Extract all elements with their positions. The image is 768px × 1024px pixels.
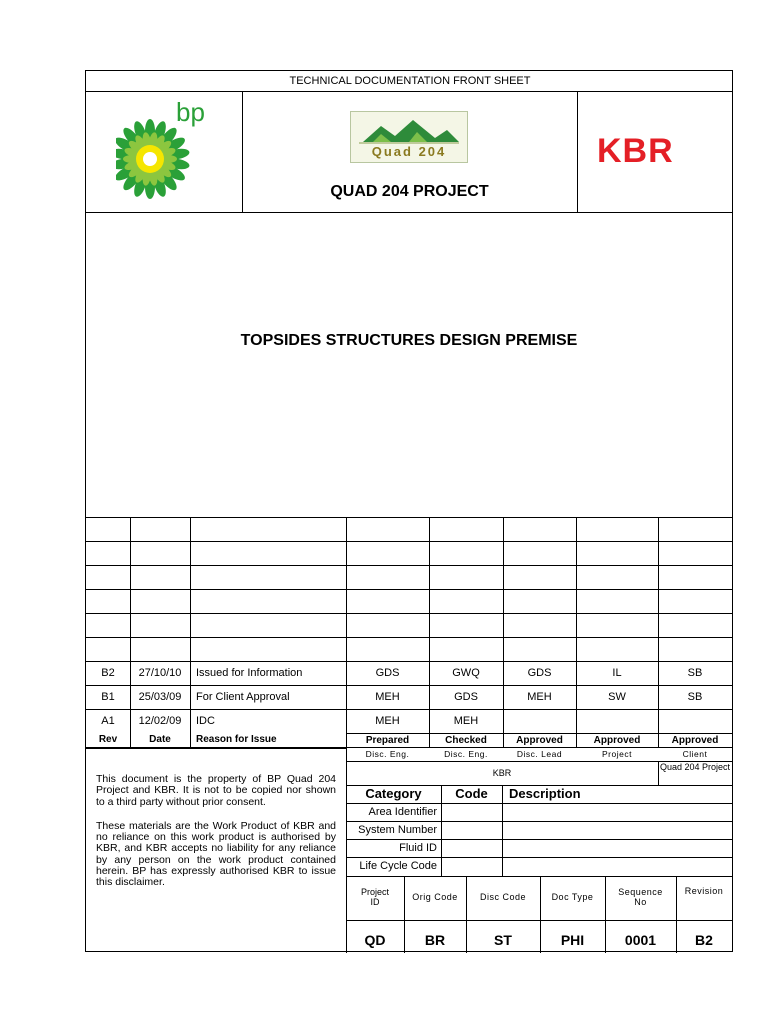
prepared-subheader: Disc. Eng. [365, 749, 410, 759]
checked-subheader: Disc. Eng. [444, 749, 488, 759]
project-id-value: QD [364, 932, 386, 948]
reason-cell: Issued for Information [196, 667, 303, 679]
sequence-no-value: 0001 [624, 932, 657, 948]
category-row-life-cycle-code: Life Cycle Code [359, 860, 437, 872]
bp-logo [116, 97, 216, 207]
disc-code-header: Disc Code [479, 892, 526, 902]
date-cell: 25/03/09 [138, 691, 182, 703]
prepared-header: Prepared [365, 735, 410, 746]
reason-cell: For Client Approval [196, 691, 290, 703]
orig-code-value: BR [424, 932, 446, 948]
rev-cell: A1 [101, 715, 115, 727]
project-title: QUAD 204 PROJECT [330, 183, 489, 200]
kbr-logo: KBR [597, 132, 674, 170]
quad204-logo [350, 111, 468, 163]
category-row-system-number: System Number [358, 824, 437, 836]
sequence-no-header: Sequence No [618, 887, 663, 907]
disclaimer [96, 774, 336, 889]
approved-lead-cell: MEH [527, 691, 552, 703]
prepared-cell: MEH [375, 691, 400, 703]
disclaimer-paragraph-1: This document is the property of BP Quad 204 Project and KBR. It is not to be copied nor shown to a third party without prior consent. [96, 773, 336, 808]
reason-cell: IDC [196, 715, 215, 727]
client-label: Quad 204 Project [659, 762, 731, 772]
approved-project-cell: SW [608, 691, 626, 703]
category-header: Category [365, 786, 422, 801]
checked-header: Checked [445, 735, 487, 746]
project-id-header: Project ID [360, 887, 389, 907]
rev-header: Rev [98, 734, 118, 745]
reason-header: Reason for Issue [196, 734, 277, 745]
revision-value: B2 [695, 932, 713, 948]
checked-cell: GWQ [452, 667, 480, 679]
prepared-cell: MEH [375, 715, 400, 727]
document-title: TOPSIDES STRUCTURES DESIGN PREMISE [240, 332, 578, 349]
description-header: Description [509, 786, 581, 801]
approved-client-cell: SB [687, 691, 703, 703]
approved-lead-cell: GDS [527, 667, 552, 679]
doc-type-value: PHI [560, 932, 585, 948]
checked-cell: GDS [454, 691, 478, 703]
approved-client-cell: SB [687, 667, 703, 679]
project-subheader: Project [602, 749, 632, 759]
bp-logo-text: bp [176, 97, 205, 127]
bp-helios-icon [116, 97, 216, 207]
category-row-fluid-id: Fluid ID [399, 842, 437, 854]
sheet-title: TECHNICAL DOCUMENTATION FRONT SHEET [289, 75, 531, 87]
front-sheet [85, 70, 733, 952]
revision-header: Revision [684, 886, 724, 896]
approved-project-header: Approved [593, 735, 641, 746]
disclaimer-paragraph-2: These materials are the Work Product of KBR and no reliance on this work product is authorised by KBR, and KBR accepts no liability for any reliance by any person on the work product contained herein. BP has expressly authorised KBR to issue this disclaimer. [96, 819, 336, 889]
quad204-logo-text: Quad 204 [371, 144, 447, 159]
date-cell: 12/02/09 [138, 715, 182, 727]
approved-project-cell: IL [612, 667, 622, 679]
doc-type-header: Doc Type [551, 892, 594, 902]
prepared-cell: GDS [375, 667, 400, 679]
kbr-label: KBR [492, 768, 512, 778]
checked-cell: MEH [453, 715, 479, 727]
orig-code-header: Orig Code [412, 892, 458, 902]
lead-subheader: Disc. Lead [516, 749, 563, 759]
date-cell: 27/10/10 [138, 667, 182, 679]
approved-client-header: Approved [671, 735, 719, 746]
client-subheader: Client [682, 749, 708, 759]
disc-code-value: ST [494, 932, 512, 948]
code-header: Code [455, 786, 488, 801]
category-row-area-identifier: Area Identifier [368, 806, 437, 818]
rev-cell: B2 [101, 667, 115, 679]
approved-lead-header: Approved [516, 735, 563, 746]
date-header: Date [149, 734, 171, 745]
rev-cell: B1 [101, 691, 115, 703]
